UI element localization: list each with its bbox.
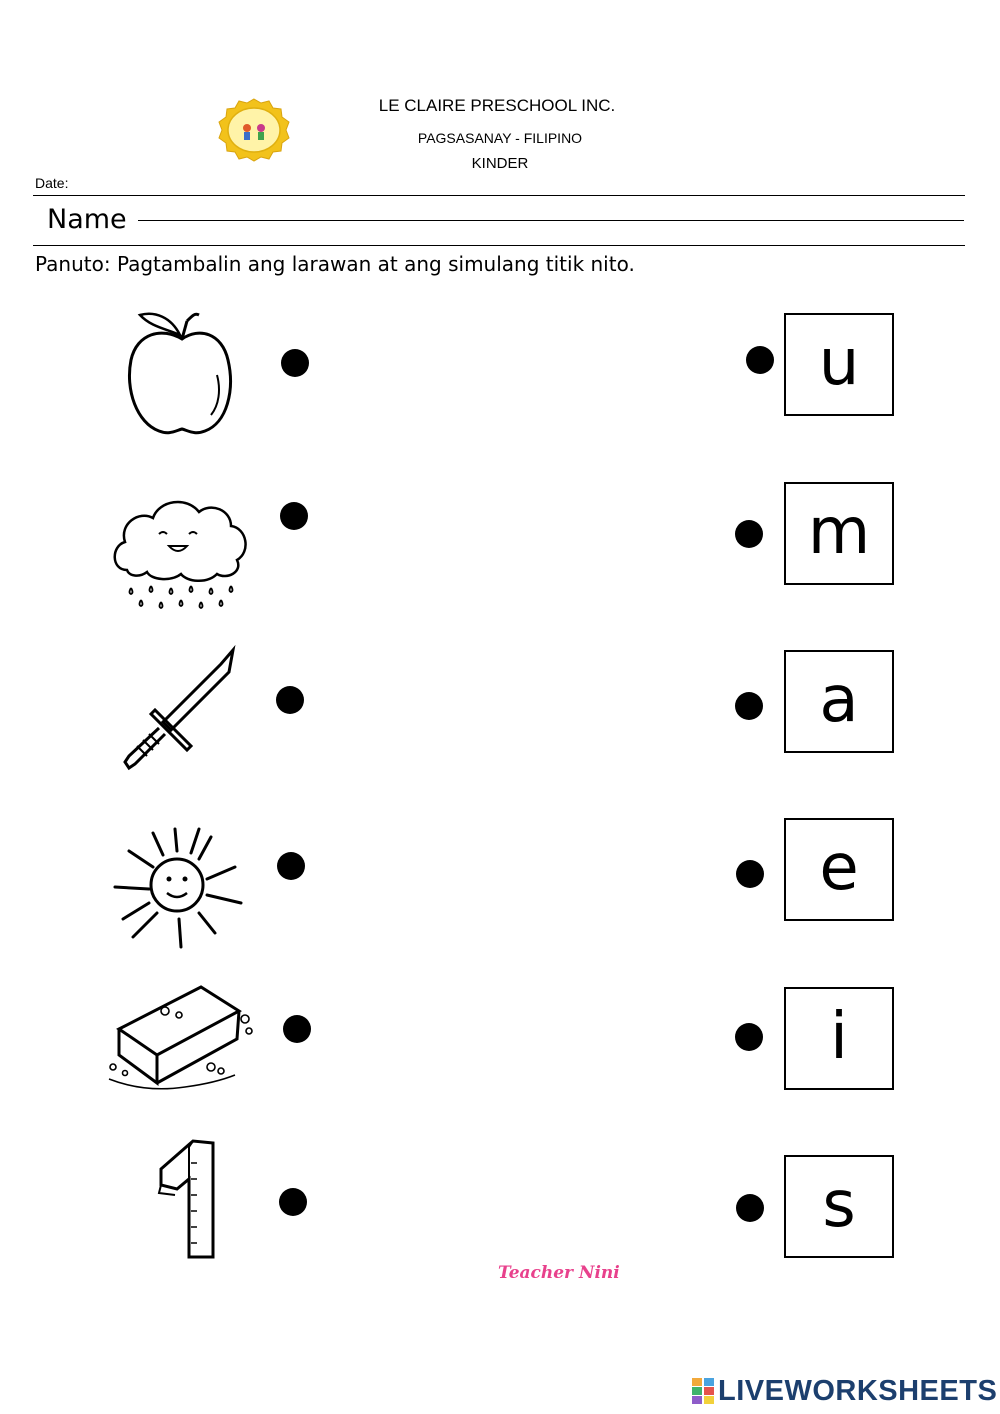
letter: m <box>807 494 871 569</box>
left-dot-1[interactable] <box>281 349 309 377</box>
divider-bottom <box>33 245 965 246</box>
letter: s <box>822 1167 856 1242</box>
school-name: LE CLAIRE PRESCHOOL INC. <box>378 96 616 115</box>
right-dot-3[interactable] <box>735 692 763 720</box>
date-label: Date: <box>35 175 69 191</box>
left-dot-6[interactable] <box>279 1188 307 1216</box>
letter: i <box>830 999 848 1074</box>
sword-icon <box>107 642 257 782</box>
letter-box-4 <box>784 818 894 921</box>
left-dot-3[interactable] <box>276 686 304 714</box>
letter: u <box>818 325 860 400</box>
letter-box-3 <box>784 650 894 753</box>
rain-cloud-icon <box>107 480 257 620</box>
left-dot-5[interactable] <box>283 1015 311 1043</box>
left-dot-2[interactable] <box>280 502 308 530</box>
right-dot-1[interactable] <box>746 346 774 374</box>
letter: e <box>819 830 859 905</box>
soap-icon <box>105 975 255 1115</box>
subject-title: PAGSASANAY - FILIPINO <box>417 130 583 146</box>
instructions: Panuto: Pagtambalin ang larawan at ang simulang titik nito. <box>35 252 635 276</box>
right-dot-4[interactable] <box>736 860 764 888</box>
letter-box-2 <box>784 482 894 585</box>
teacher-credit: Teacher Nini <box>498 1263 620 1283</box>
letter-box-6 <box>784 1155 894 1258</box>
name-label: Name <box>47 204 127 235</box>
number-one-icon <box>107 1133 257 1273</box>
letter-box-1 <box>784 313 894 416</box>
left-dot-4[interactable] <box>277 852 305 880</box>
liveworksheets-logo-icon <box>692 1378 714 1404</box>
apple-icon <box>107 305 257 445</box>
brand-name: LIVEWORKSHEETS <box>718 1374 998 1407</box>
right-dot-6[interactable] <box>736 1194 764 1222</box>
letter-box-5 <box>784 987 894 1090</box>
right-dot-5[interactable] <box>735 1023 763 1051</box>
name-field[interactable] <box>138 220 964 221</box>
liveworksheets-brand[interactable] <box>692 1374 997 1408</box>
level-title: KINDER <box>471 155 529 172</box>
right-dot-2[interactable] <box>735 520 763 548</box>
divider-top <box>33 195 965 196</box>
letter: a <box>819 662 859 737</box>
sun-icon <box>107 815 257 955</box>
